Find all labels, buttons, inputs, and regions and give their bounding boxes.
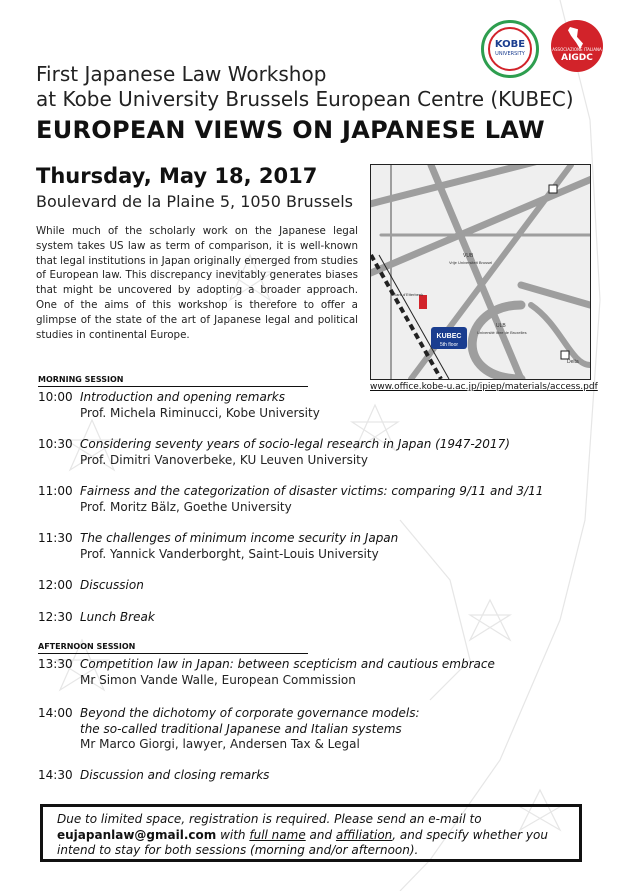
workshop-heading (36, 62, 574, 112)
schedule-title: Competition law in Japan: between scepticism and cautious embrace (80, 657, 495, 671)
schedule-speaker: Prof. Michela Riminucci, Kobe University (80, 405, 320, 420)
notice-line3: intend to stay for both sessions (morning and/or afternoon). (57, 843, 419, 857)
schedule-title-line2: the so-called traditional Japanese and Italian systems (80, 721, 402, 736)
schedule-title: Beyond the dichotomy of corporate governance models: (80, 706, 420, 720)
schedule-time: 13:30 (38, 657, 73, 671)
schedule-time: 11:30 (38, 531, 73, 545)
schedule-title: Discussion (80, 578, 144, 592)
map-vub-sublabel: Vrije Universiteit Brussel (449, 260, 493, 265)
schedule-time: 11:00 (38, 484, 73, 498)
map-ulb-label: ULB (496, 323, 506, 329)
schedule-time: 12:00 (38, 578, 73, 592)
kobe-logo-text: KOBE (494, 39, 526, 50)
morning-session-label: MORNING SESSION (38, 375, 124, 384)
schedule-time: 10:30 (38, 437, 73, 451)
map-etterbeek-label: Gare d'Etterbeek (393, 292, 424, 297)
map-ulb-sublabel: Université libre de Bruxelles (477, 330, 527, 335)
schedule-title: The challenges of minimum income security in Japan (80, 531, 399, 545)
schedule-title: Introduction and opening remarks (80, 390, 285, 404)
notice-full-name: full name (249, 827, 306, 842)
location-map (370, 164, 591, 380)
afternoon-session-divider (38, 653, 308, 654)
italy-shape-icon (566, 27, 586, 49)
schedule-title: Discussion and closing remarks (80, 768, 270, 782)
page-title: EUROPEAN VIEWS ON JAPANESE LAW (36, 116, 545, 144)
aigdc-logo-subtext: ASSOCIAZIONE ITALIANA (552, 47, 602, 52)
kobe-logo-subtext: UNIVERSITY (495, 51, 525, 57)
notice-with: with (216, 827, 250, 842)
morning-session-divider (38, 386, 308, 387)
notice-and: and (305, 827, 336, 842)
schedule-speaker: Prof. Yannick Vanderborght, Saint-Louis University (80, 546, 379, 561)
map-kubec-floor: 5th floor (439, 342, 459, 348)
schedule-time: 14:00 (38, 706, 73, 720)
schedule-speaker: Prof. Dimitri Vanoverbeke, KU Leuven University (80, 452, 368, 467)
map-kubec-label: KUBEC (436, 333, 462, 340)
schedule-title: Lunch Break (80, 610, 155, 624)
map-delta-label: Delta (567, 359, 579, 365)
schedule-speaker: Mr Simon Vande Walle, European Commission (80, 672, 356, 687)
schedule-speaker: Mr Marco Giorgi, lawyer, Andersen Tax & Legal (80, 737, 360, 751)
afternoon-session-label: AFTERNOON SESSION (38, 642, 136, 651)
notice-line1: Due to limited space, registration is required. Please send an e-mail to (57, 812, 482, 826)
schedule-title: Considering seventy years of socio-legal research in Japan (1947-2017) (80, 437, 510, 451)
workshop-heading-line2: at Kobe University Brussels European Centre (KUBEC) (36, 87, 574, 111)
aigdc-logo-text: AIGDC (561, 53, 593, 63)
map-vub-label: VUB (463, 253, 474, 259)
event-venue: Boulevard de la Plaine 5, 1050 Brussels (36, 192, 353, 211)
intro-paragraph: While much of the scholarly work on the Japanese legal system takes US law as term of comparison, it is well-known that legal institutions in Japan originally emerged from studies of European law. This discrepancy inevitably generates biases that might be uncovered by adopting a broader approach. One of the aims of this workshop is therefore to offer a glimpse of the state of the art of Japanese legal and political studies in continental Europe. (36, 225, 358, 341)
registration-email-link[interactable]: eujapanlaw@gmail.com (57, 827, 217, 842)
schedule-time: 14:30 (38, 768, 73, 782)
registration-notice (40, 804, 582, 862)
schedule-time: 12:30 (38, 610, 73, 624)
schedule-time: 10:00 (38, 390, 73, 404)
event-date: Thursday, May 18, 2017 (36, 164, 318, 188)
notice-affiliation: affiliation (335, 827, 393, 842)
schedule-speaker: Prof. Moritz Bälz, Goethe University (80, 499, 292, 514)
workshop-heading-line1: First Japanese Law Workshop (36, 62, 327, 86)
notice-line2 (57, 828, 565, 844)
notice-rest: , and specify whether you (392, 827, 548, 842)
schedule-title: Fairness and the categorization of disaster victims: comparing 9/11 and 3/11 (80, 484, 544, 498)
map-access-link[interactable]: www.office.kobe-u.ac.jp/ipiep/materials/access.pdf (370, 382, 598, 392)
